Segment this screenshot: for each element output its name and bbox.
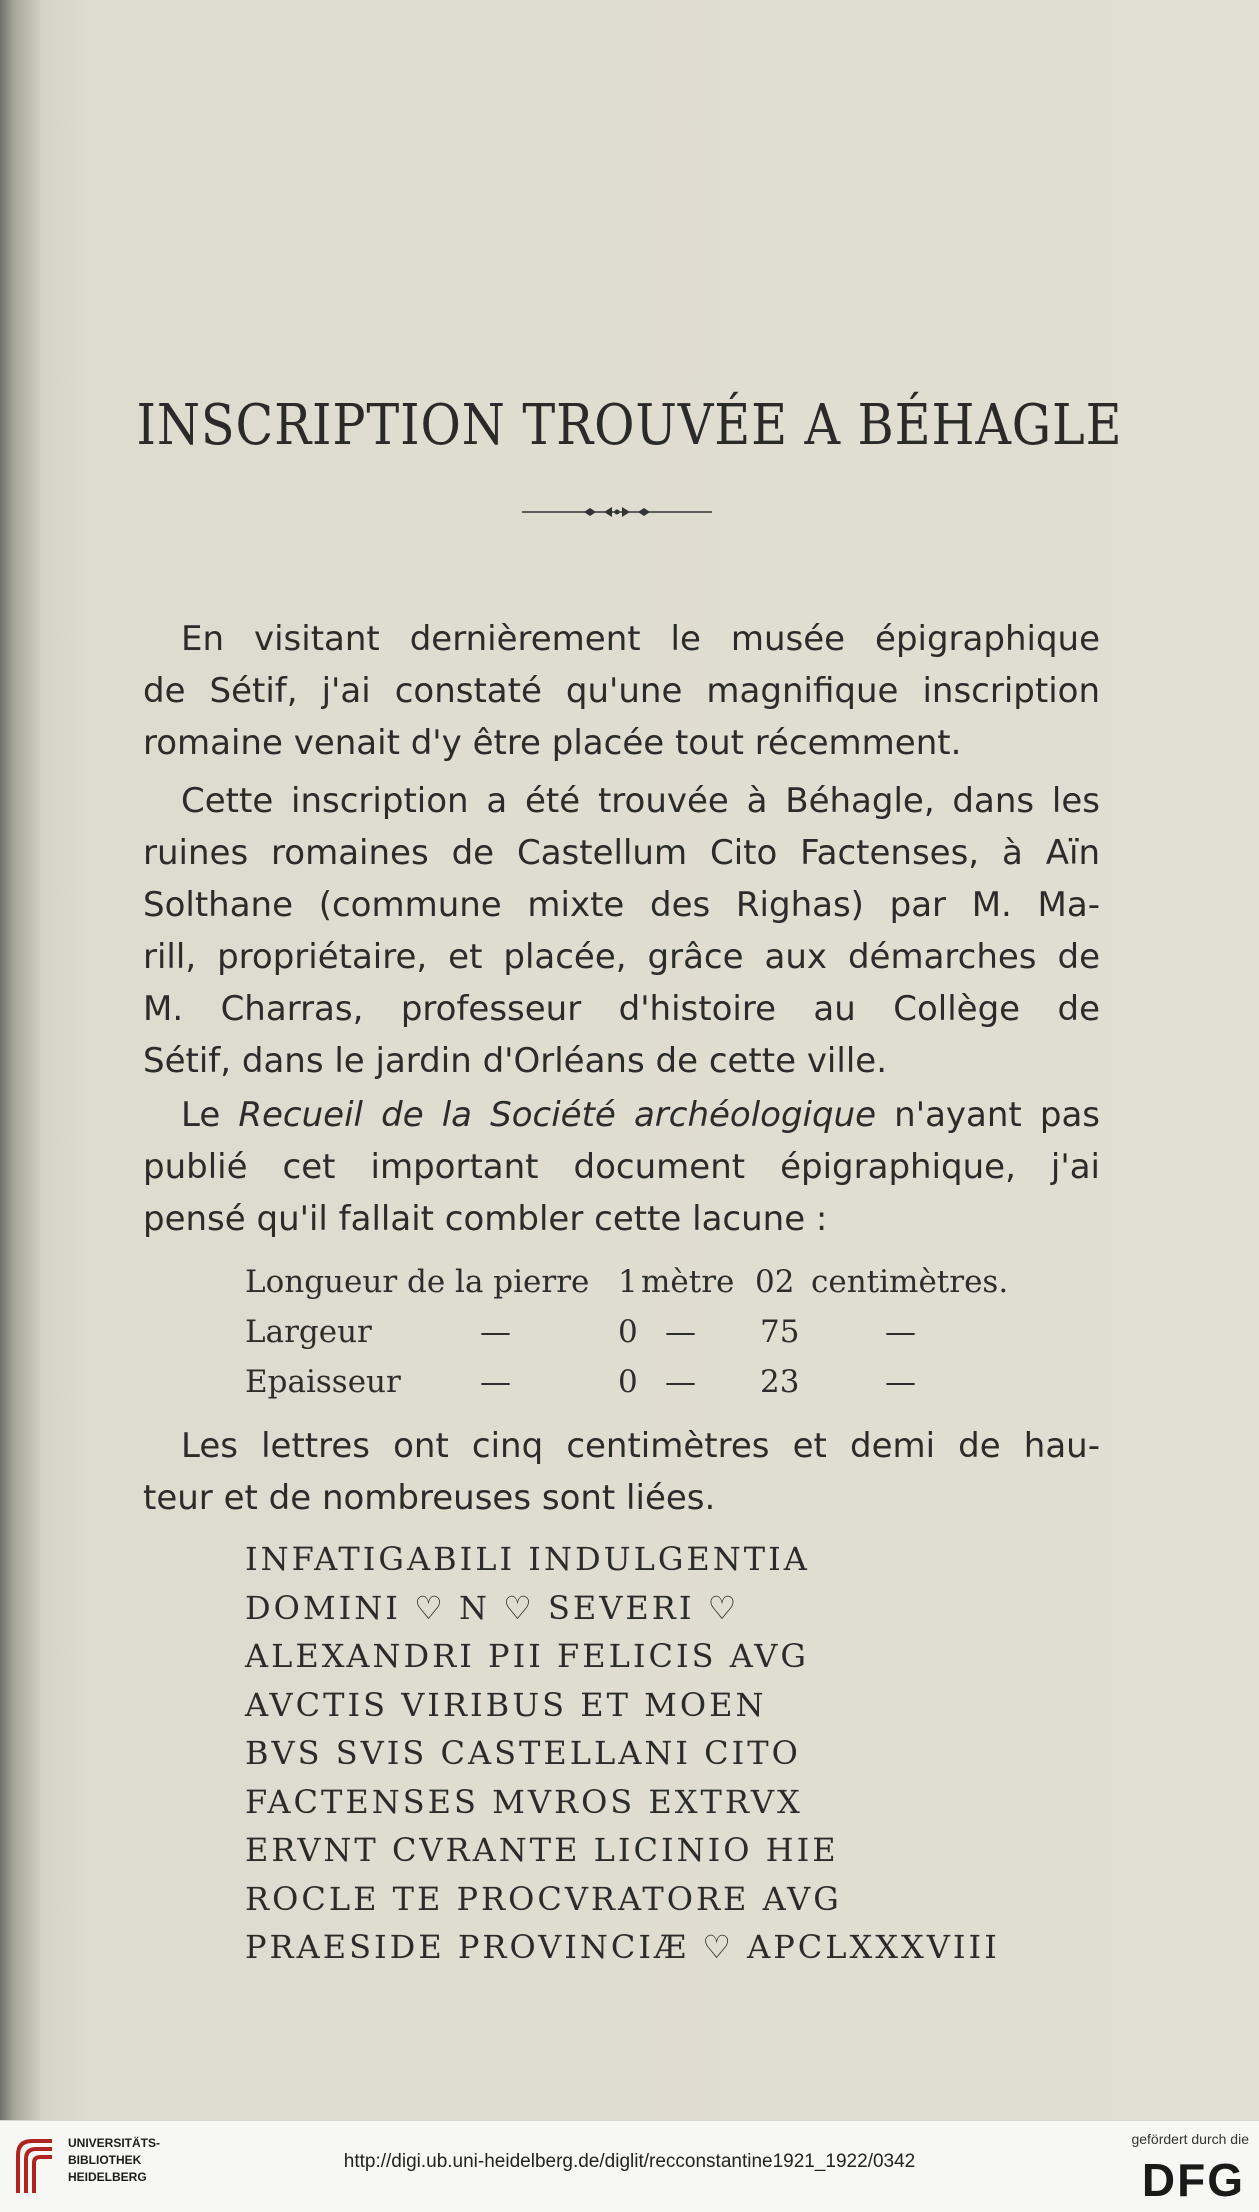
- paragraph-2: [143, 775, 1100, 1087]
- text-line: M. Charras, professeur d'histoire au Collège de: [143, 989, 1100, 1029]
- dimension-meters: 0: [618, 1364, 638, 1400]
- inscription-line: PRAESIDE PROVINCIÆ ♡ APCLXXXVIII: [245, 1928, 1000, 1966]
- inscription-line: AVCTIS VIRIBUS ET MOEN: [245, 1685, 767, 1724]
- text-line: En visitant dernièrement le musée épigraphique: [181, 619, 1100, 659]
- page-title: INSCRIPTION TROUVÉE A BÉHAGLE: [136, 393, 1123, 458]
- paragraph-1: [143, 613, 1100, 769]
- text-line: [143, 1089, 1100, 1141]
- text-line: ruines romaines de Castellum Cito Factenses, à Aïn: [143, 833, 1100, 873]
- dimension-unit: —: [885, 1314, 916, 1350]
- text-line: romaine venait d'y être placée tout récemment.: [143, 723, 962, 763]
- text-rest: n'ayant pas: [894, 1095, 1100, 1135]
- dimension-value: 02: [755, 1264, 795, 1300]
- dimension-dash: —: [480, 1364, 511, 1400]
- footer-bar: [0, 2120, 1259, 2212]
- dimension-dash: —: [480, 1314, 511, 1350]
- inscription-line: FACTENSES MVROS EXTRVX: [245, 1782, 803, 1821]
- typographic-ornament-icon: [522, 500, 712, 524]
- dimension-unit: —: [885, 1364, 916, 1400]
- text-line: pensé qu'il fallait combler cette lacune :: [143, 1199, 828, 1239]
- text-line: Solthane (commune mixte des Righas) par M. Ma-: [143, 885, 1100, 925]
- text-line: rill, propriétaire, et placée, grâce aux démarches de: [143, 937, 1100, 977]
- permalink-url[interactable]: http://digi.ub.uni-heidelberg.de/diglit/recconstantine1921_1922/0342: [343, 2151, 916, 2172]
- inscription-line: ERVNT CVRANTE LICINIO HIE: [245, 1831, 839, 1869]
- dimension-separator: —: [665, 1364, 696, 1400]
- text-line: publié cet important document épigraphique, j'ai: [143, 1147, 1100, 1187]
- dimension-label: Longueur de la pierre: [245, 1264, 590, 1300]
- inscription-line: DOMINI ♡ N ♡ SEVERI ♡: [245, 1588, 740, 1627]
- funded-by-caption: gefördert durch die: [1131, 2131, 1249, 2147]
- dimension-unit: centimètres.: [811, 1264, 1009, 1300]
- library-name-line: HEIDELBERG: [68, 2170, 147, 2184]
- paragraph-3: [143, 1089, 1100, 1245]
- inscription-line: INFATIGABILI INDULGENTIA: [245, 1540, 810, 1578]
- text-line: Les lettres ont cinq centimètres et demi de hau-: [181, 1426, 1100, 1466]
- text-line: de Sétif, j'ai constaté qu'une magnifique inscription: [143, 671, 1100, 711]
- library-name-line: BIBLIOTHEK: [68, 2153, 142, 2167]
- dimension-meters: 0: [618, 1314, 638, 1350]
- dimension-value: 75: [760, 1314, 800, 1350]
- text-line: Cette inscription a été trouvée à Béhagle, dans les: [181, 781, 1100, 821]
- dimension-value: 23: [760, 1364, 800, 1400]
- dimension-separator: mètre: [641, 1264, 735, 1300]
- dfg-logo: DFG: [1141, 2154, 1245, 2206]
- text-line: teur et de nombreuses sont liées.: [143, 1478, 716, 1518]
- dimension-meters: 1: [618, 1264, 638, 1300]
- inscription-line: BVS SVIS CASTELLANI CITO: [245, 1734, 801, 1772]
- text-lead: Le: [181, 1095, 221, 1135]
- library-name-line: UNIVERSITÄTS-: [68, 2136, 161, 2150]
- latin-inscription: [245, 1540, 1000, 1977]
- dimension-label: Largeur: [245, 1314, 372, 1350]
- text-line: Sétif, dans le jardin d'Orléans de cette ville.: [143, 1041, 887, 1081]
- inscription-line: ALEXANDRI PII FELICIS AVG: [245, 1637, 809, 1675]
- dimension-label: Epaisseur: [245, 1364, 401, 1400]
- journal-title-italic: Recueil de la Société archéologique: [238, 1095, 877, 1135]
- book-gutter: [0, 0, 40, 2120]
- inscription-line: ROCLE TE PROCVRATORE AVG: [245, 1879, 842, 1918]
- dimension-separator: —: [665, 1314, 696, 1350]
- paragraph-4: [143, 1420, 1100, 1524]
